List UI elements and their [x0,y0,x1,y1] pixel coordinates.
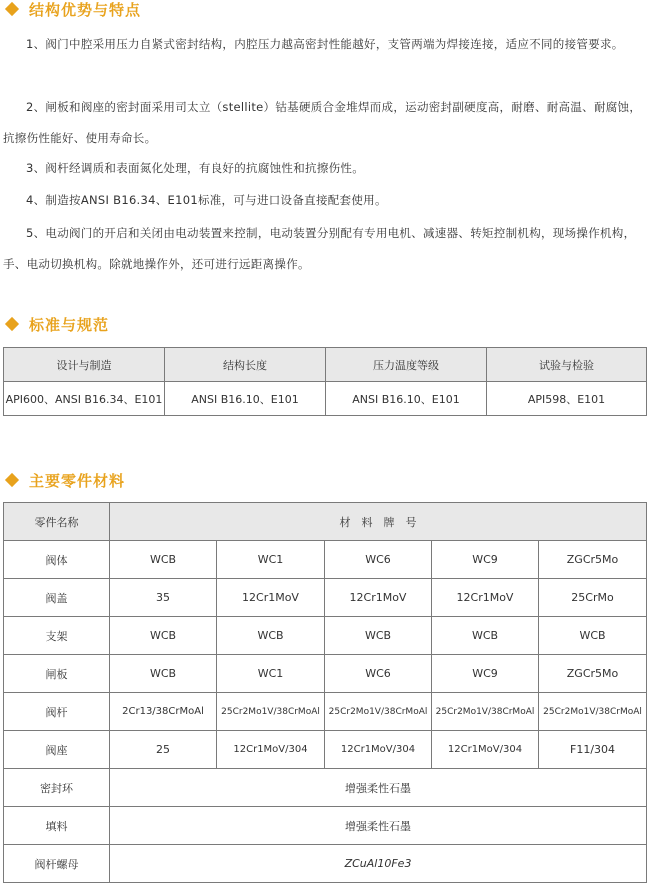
grade-cell: 35 [110,579,217,617]
grade-cell: WC9 [432,655,539,693]
paragraph-4: 4、制造按ANSI B16.34、E101标准，可与进口设备直接配套使用。 [26,193,387,207]
table-row [4,693,647,731]
grade-cell-merged: 增强柔性石墨 [110,769,647,807]
paragraph-2: 2、闸板和阀座的密封面采用司太立（stellite）钴基硬质合金堆焊而成，运动密封副硬度高，耐磨、耐高温、耐腐蚀，抗擦伤性能好、使用寿命长。 [3,100,642,145]
standards-value-cell: API600、ANSI B16.34、E101 [4,382,165,416]
grade-cell: WC1 [217,655,325,693]
section-heading-standards [4,313,109,335]
grade-cell: 25Cr2Mo1V/38CrMoAl [217,693,325,731]
part-name-cell: 填料 [4,807,110,845]
standards-value-cell: ANSI B16.10、E101 [165,382,326,416]
materials-header-grade: 材 料 牌 号 [110,503,647,541]
grade-cell: 25Cr2Mo1V/38CrMoAl [539,693,647,731]
section-heading-materials [4,469,125,491]
grade-cell: WC9 [432,541,539,579]
part-name-cell: 阀杆 [4,693,110,731]
part-name-cell: 密封环 [4,769,110,807]
grade-cell: WCB [539,617,647,655]
standards-value-cell: ANSI B16.10、E101 [326,382,487,416]
grade-cell: 12Cr1MoV/304 [325,731,432,769]
grade-cell: 25 [110,731,217,769]
standards-header-cell: 试验与检验 [487,348,647,382]
section-title: 标准与规范 [29,315,110,334]
grade-cell: WC1 [217,541,325,579]
part-name-cell: 阀座 [4,731,110,769]
table-row [4,541,647,579]
grade-cell: WCB [217,617,325,655]
grade-cell: 2Cr13/38CrMoAl [110,693,217,731]
paragraph-5: 5、电动阀门的开启和关闭由电动装置来控制，电动装置分别配有专用电机、减速器、转矩控制机构，现场操作机构，手、电动切换机构。除就地操作外，还可进行远距离操作。 [3,226,636,271]
table-row [4,579,647,617]
grade-cell: WCB [110,541,217,579]
grade-cell: WCB [432,617,539,655]
grade-cell: 12Cr1MoV/304 [217,731,325,769]
diamond-bullet-icon [5,2,19,16]
table-row [4,731,647,769]
paragraph-1: 1、阀门中腔采用压力自紧式密封结构，内腔压力越高密封性能越好，支管两端为焊接连接，适应不同的接管要求。 [26,37,624,51]
table-row [4,655,647,693]
grade-cell: 25CrMo [539,579,647,617]
grade-cell: 12Cr1MoV/304 [432,731,539,769]
grade-cell: ZGCr5Mo [539,655,647,693]
part-name-cell: 阀体 [4,541,110,579]
materials-header-row [4,503,647,541]
part-name-cell: 阀盖 [4,579,110,617]
grade-cell: 12Cr1MoV [325,579,432,617]
materials-table [3,502,647,883]
grade-cell: 25Cr2Mo1V/38CrMoAl [432,693,539,731]
grade-cell: WCB [110,617,217,655]
materials-header-part: 零件名称 [4,503,110,541]
standards-header-row [4,348,647,382]
section-title: 主要零件材料 [29,471,126,490]
grade-cell: 12Cr1MoV [217,579,325,617]
standards-header-cell: 压力温度等级 [326,348,487,382]
section-heading-advantages [4,0,141,20]
grade-cell: F11/304 [539,731,647,769]
grade-cell: WC6 [325,655,432,693]
grade-cell: WC6 [325,541,432,579]
diamond-bullet-icon [5,317,19,331]
standards-value-row [4,382,647,416]
standards-table [3,347,647,416]
part-name-cell: 阀杆螺母 [4,845,110,883]
grade-cell-merged: ZCuAl10Fe3 [110,845,647,883]
grade-cell: 12Cr1MoV [432,579,539,617]
part-name-cell: 支架 [4,617,110,655]
grade-cell: WCB [325,617,432,655]
standards-header-cell: 设计与制造 [4,348,165,382]
table-row [4,617,647,655]
part-name-cell: 闸板 [4,655,110,693]
standards-header-cell: 结构长度 [165,348,326,382]
grade-cell: WCB [110,655,217,693]
grade-cell: 25Cr2Mo1V/38CrMoAl [325,693,432,731]
table-row [4,769,647,807]
standards-value-cell: API598、E101 [487,382,647,416]
table-row [4,845,647,883]
grade-cell-merged: 增强柔性石墨 [110,807,647,845]
grade-cell: ZGCr5Mo [539,541,647,579]
section-title: 结构优势与特点 [29,0,142,19]
paragraph-3: 3、阀杆经调质和表面氮化处理，有良好的抗腐蚀性和抗擦伤性。 [26,161,365,175]
table-row [4,807,647,845]
diamond-bullet-icon [5,473,19,487]
